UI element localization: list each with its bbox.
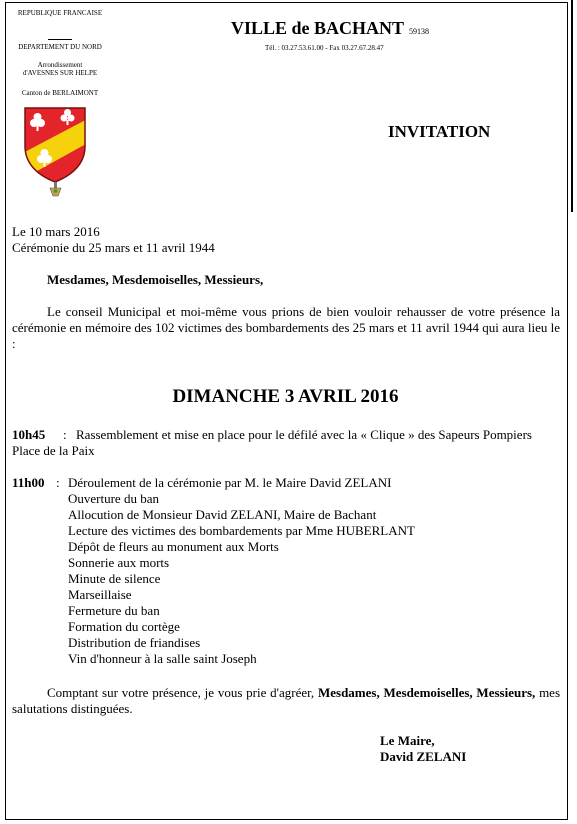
schedule-colon-2: : [56,475,60,490]
schedule-item: Rassemblement et mise en place pour le défilé avec la « Clique » des Sapeurs Pompiers Place de la Paix [12,427,532,458]
closing-text: Comptant sur votre présence, je vous prie d'agréer, [47,685,315,700]
scroll-edge [571,0,573,212]
header-divider [48,39,72,40]
schedule-item: Distribution de friandises [68,635,201,650]
schedule-colon-1: : [63,427,67,442]
town-name [231,18,429,39]
closing-end: mes salutations distinguées. [12,685,561,716]
schedule-time-2: 11h00 [12,475,45,490]
contact-line: Tél. : 03.27.53.61.00 - Fax 03.27.67.28.47 [265,44,384,52]
date-line: Le 10 mars 2016 [12,224,100,239]
schedule-item: Ouverture du ban [68,491,159,506]
closing-salutation: Mesdames, Mesdemoiselles, Messieurs, [317,685,536,700]
schedule-time-1: 10h45 [12,427,46,442]
signature-name: David ZELANI [380,749,467,764]
schedule-item: Fermeture du ban [68,603,160,618]
signature-role: Le Maire, [380,733,435,748]
schedule-item: Allocution de Monsieur David ZELANI, Maire de Bachant [68,507,377,522]
town-name-text: VILLE de BACHANT [231,18,405,38]
schedule-item: Marseillaise [68,587,132,602]
republic-label: REPUBLIQUE FRANCAISE [17,9,103,17]
arrondissement-label: Arrondissement [37,61,83,69]
department-label: DEPARTEMENT DU NORD [18,43,102,51]
arrondissement-name: d'AVESNES SUR HELPE [22,69,98,77]
closing-paragraph [12,685,560,717]
crest-icon [21,106,93,198]
event-date: DIMANCHE 3 AVRIL 2016 [172,386,399,407]
invitation-title: INVITATION [388,122,491,141]
intro-paragraph: Le conseil Municipal et moi-même vous prions de bien vouloir rehausser de votre présence la cérémonie en mémoire des 102 victimes des bombardements des 25 mars et 11 avril 1944 qui aura lieu le : [12,304,560,351]
salutation: Mesdames, Mesdemoiselles, Messieurs, [47,272,264,287]
canton-label: Canton de BERLAIMONT [21,89,99,97]
schedule-item: Formation du cortège [68,619,180,634]
postcode: 59138 [409,27,430,36]
schedule-item: Vin d'honneur à la salle saint Joseph [68,651,257,666]
subject-line: Cérémonie du 25 mars et 11 avril 1944 [12,240,215,255]
schedule-item: Lecture des victimes des bombardements par Mme HUBERLANT [68,523,415,538]
schedule-item: Sonnerie aux morts [68,555,170,570]
schedule-item: Déroulement de la cérémonie par M. le Maire David ZELANI [68,475,392,490]
schedule-item: Dépôt de fleurs au monument aux Morts [68,539,279,554]
schedule-item: Minute de silence [68,571,161,586]
